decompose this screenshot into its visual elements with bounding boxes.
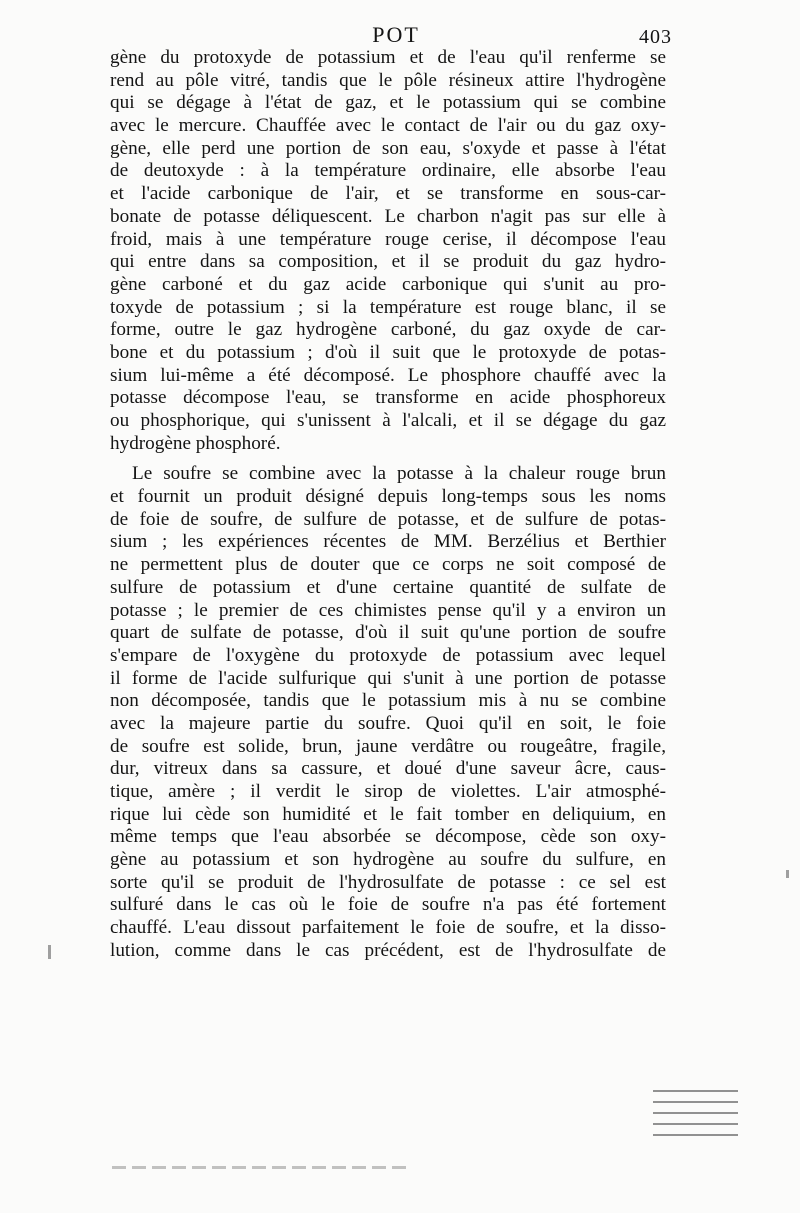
paragraph-gap xyxy=(110,455,666,463)
text-line: même temps que l'eau absorbée se décompose, cède son oxy- xyxy=(110,826,666,848)
text-line: rique lui cède son humidité et le fait tomber en deliquium, en xyxy=(110,803,666,825)
scan-speck xyxy=(786,870,789,878)
text-line: sium lui-même a été décomposé. Le phosphore chauffé avec la xyxy=(110,364,666,386)
text-line: forme, outre le gaz hydrogène carboné, du gaz oxyde de car- xyxy=(110,319,666,341)
rule-mark xyxy=(653,1112,738,1114)
text-line: et l'acide carbonique de l'air, et se transforme en sous-car- xyxy=(110,183,666,205)
rule-mark xyxy=(653,1090,738,1092)
text-line: sulfure de potassium et d'une certaine quantité de sulfate de xyxy=(110,576,666,598)
text-line: sorte qu'il se produit de l'hydrosulfate de potasse : ce sel est xyxy=(110,871,666,893)
text-line: rend au pôle vitré, tandis que le pôle résineux attire l'hydrogène xyxy=(110,69,666,91)
text-line: qui se dégage à l'état de gaz, et le potassium qui se combine xyxy=(110,92,666,114)
text-line: de deutoxyde : à la température ordinaire, elle absorbe l'eau xyxy=(110,160,666,182)
paragraph-2 xyxy=(110,463,666,962)
text-line: de soufre est solide, brun, jaune verdâtre ou rougeâtre, fragile, xyxy=(110,735,666,757)
scan-speck xyxy=(48,945,51,959)
text-line: potasse décompose l'eau, se transforme en acide phosphoreux xyxy=(110,387,666,409)
text-line: quart de sulfate de potasse, d'où il suit qu'une portion de soufre xyxy=(110,622,666,644)
rule-mark xyxy=(653,1134,738,1136)
text-line: lution, comme dans le cas précédent, est de l'hydrosulfate de xyxy=(110,939,666,961)
paragraph-1 xyxy=(110,47,666,455)
bottom-scan-artifact xyxy=(112,1166,412,1169)
text-line: tique, amère ; il verdit le sirop de violettes. L'air atmosphé- xyxy=(110,781,666,802)
text-line: avec la majeure partie du soufre. Quoi qu'il en soit, le foie xyxy=(110,712,666,734)
text-line: et fournit un produit désigné depuis long-temps sous les noms xyxy=(110,486,666,508)
text-line: s'empare de l'oxygène du protoxyde de potassium avec lequel xyxy=(110,644,666,666)
body-text xyxy=(110,47,666,963)
text-line: bone et du potassium ; d'où il suit que le protoxyde de potas- xyxy=(110,341,666,363)
page-number: 403 xyxy=(639,26,672,48)
text-line: avec le mercure. Chauffée avec le contact de l'air ou du gaz oxy- xyxy=(110,115,666,137)
text-line: qui entre dans sa composition, et il se produit du gaz hydro- xyxy=(110,251,666,273)
text-line: froid, mais à une température rouge cerise, il décompose l'eau xyxy=(110,228,666,250)
text-line: chauffé. L'eau dissout parfaitement le foie de soufre, et la disso- xyxy=(110,917,666,939)
text-line: bonate de potasse déliquescent. Le charbon n'agit pas sur elle à xyxy=(110,205,666,227)
text-line: toxyde de potassium ; si la température est rouge blanc, il se xyxy=(110,296,666,318)
running-title: POT xyxy=(372,22,420,47)
text-line: gène au potassium et son hydrogène au soufre du sulfure, en xyxy=(110,849,666,871)
margin-rule-marks xyxy=(653,1090,738,1160)
text-line: hydrogène phosphoré. xyxy=(110,432,281,454)
running-head xyxy=(120,22,672,48)
text-line: ne permettent plus de douter que ce corps ne soit composé de xyxy=(110,554,666,576)
rule-mark xyxy=(653,1123,738,1125)
text-line: de foie de soufre, de sulfure de potasse, et de sulfure de potas- xyxy=(110,508,666,530)
text-line: gène carboné et du gaz acide carbonique qui s'unit au pro- xyxy=(110,273,666,295)
text-line: sium ; les expériences récentes de MM. Berzélius et Berthier xyxy=(110,531,666,553)
text-line: potasse ; le premier de ces chimistes pense qu'il y a environ un xyxy=(110,599,666,621)
rule-mark xyxy=(653,1101,738,1103)
text-line: il forme de l'acide sulfurique qui s'unit à une portion de potasse xyxy=(110,667,666,689)
text-line: dur, vitreux dans sa cassure, et doué d'une saveur âcre, caus- xyxy=(110,758,666,780)
text-line: gène du protoxyde de potassium et de l'eau qu'il renferme se xyxy=(110,47,666,68)
text-line: Le soufre se combine avec la potasse à la chaleur rouge brun xyxy=(132,463,666,485)
text-line: non décomposée, tandis que le potassium mis à nu se combine xyxy=(110,690,666,712)
text-line: sulfuré dans le cas où le foie de soufre n'a pas été fortement xyxy=(110,894,666,916)
text-line: gène, elle perd une portion de son eau, s'oxyde et passe à l'état xyxy=(110,137,666,159)
text-line: ou phosphorique, qui s'unissent à l'alcali, et il se dégage du gaz xyxy=(110,410,666,431)
